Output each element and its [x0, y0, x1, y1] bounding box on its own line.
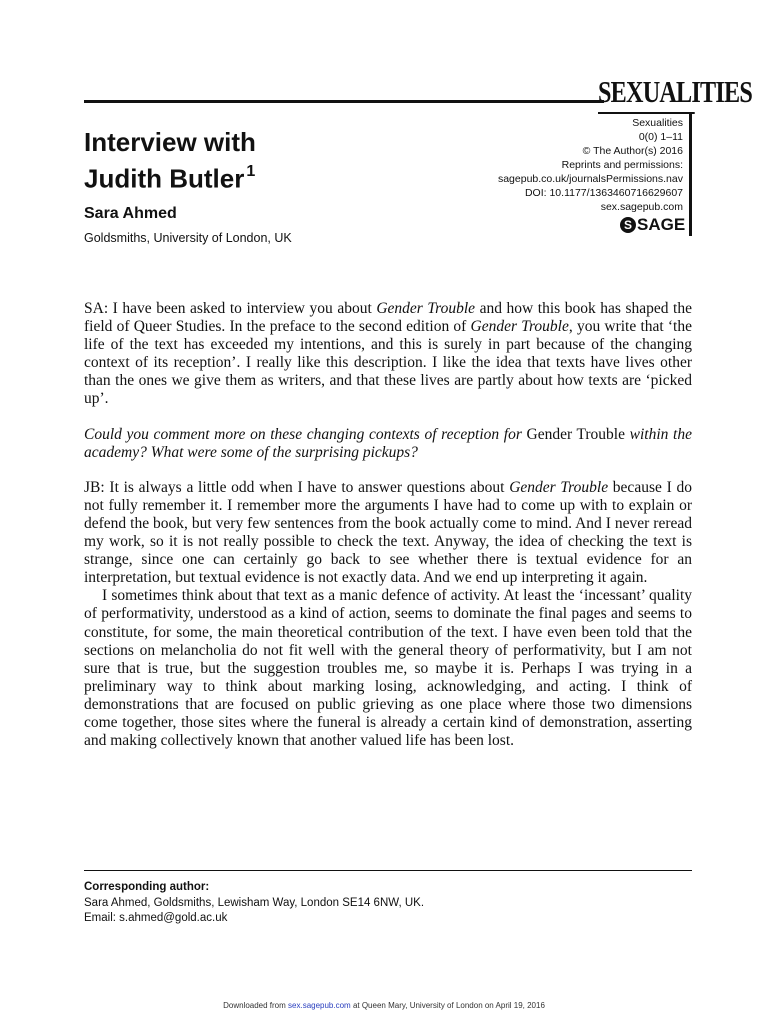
journal-url[interactable]: sex.sagepub.com: [600, 201, 683, 213]
reprints-label: Reprints and permissions:: [561, 159, 683, 171]
corresponding-author-note: [84, 880, 424, 927]
title-line-2: [84, 158, 464, 195]
meta-divider: [689, 114, 692, 236]
p3-book-title: Gender Trouble: [509, 478, 609, 496]
download-notice: [0, 1001, 768, 1010]
download-link[interactable]: sex.sagepub.com: [288, 1001, 351, 1010]
article-title: [84, 126, 464, 195]
doi[interactable]: DOI: 10.1177/1363460716629607: [524, 187, 683, 199]
article-body: [84, 300, 692, 750]
publisher-name: SAGE: [637, 215, 686, 234]
footnote-rule: [84, 870, 692, 871]
journal-logo: SEXUALITIES: [598, 70, 695, 114]
journal-name: Sexualities: [632, 117, 683, 129]
author-name: Sara Ahmed: [84, 205, 177, 222]
author-affiliation: Goldsmiths, University of London, UK: [84, 231, 292, 245]
paragraph-jb-answer: [84, 479, 692, 588]
paragraph-question: [84, 426, 692, 462]
p3-text-a: JB: It is always a little odd when I have to answer questions about: [84, 478, 510, 496]
header-rule: [84, 100, 604, 103]
paragraph-sa-intro: [84, 300, 692, 409]
journal-volume: 0(0) 1–11: [638, 131, 683, 143]
p2-book-title: Gender Trouble: [526, 425, 625, 443]
title-line-2-text: Judith Butler: [84, 163, 245, 194]
p2-text-c: within the academy? What were some of the surprising pickups?: [84, 425, 692, 461]
p1-book-title-2: Gender Trouble: [470, 318, 569, 336]
sage-mark-icon: S: [620, 217, 636, 233]
p3-text-c: because I do not fully remember it. I remember more the arguments I have had to come up with to explain or defend the book, but very few sentences from the book actually come to mind. And I never reread my work, so it is not really possible to check the text. Anyway, the idea of checking the text is strange, since one can certainly go back to see whether there is textual evidence for an interpretation, but textual evidence is not exactly data. And we end up interpreting it again.: [84, 478, 692, 587]
copyright-notice: © The Author(s) 2016: [582, 145, 683, 157]
p2-text-a: Could you comment more on these changing contexts of reception for: [84, 425, 527, 443]
publisher-logo: [620, 214, 685, 236]
footnote-address: Sara Ahmed, Goldsmiths, Lewisham Way, London SE14 6NW, UK.: [84, 896, 425, 909]
paragraph-jb-continued: I sometimes think about that text as a manic defence of activity. At least the ‘incessant’ quality of performativity, understood as a kind of action, seems to dominate the final pages and seems to constitute, for some, the main theoretical contribution of the text. I have even been told that the sections on melancholia do not fit well with the general theory of performativity, but I am not sure that is true, but the suggestion troubles me, so maybe it is. Perhaps I was trying in a preliminary way to think about marking losing, acknowledging, and acting. I think of demonstrations that are focused on public grieving as one place where those two dimensions come together, those sites where the funeral is already a certain kind of demonstration, asserting and making collectively known that another valued life has been lost.: [84, 587, 692, 750]
footnote-email[interactable]: Email: s.ahmed@gold.ac.uk: [84, 912, 228, 924]
title-line-1: Interview with: [84, 127, 256, 157]
download-prefix: Downloaded from: [223, 1001, 289, 1010]
p1-text-e: , you write that ‘the life of the text has exceeded my intentions, and this is surely in part because of the changing context of its reception’. I really like this description. I like the idea that texts have lives other than the ones we give them as writers, and that these lives are partly about how texts are ‘picked up’.: [84, 318, 692, 408]
title-footnote-marker[interactable]: 1: [246, 163, 256, 180]
footnote-label: Corresponding author:: [84, 881, 210, 893]
p1-book-title: Gender Trouble: [376, 300, 476, 317]
reprints-link[interactable]: sagepub.co.uk/journalsPermissions.nav: [497, 173, 683, 185]
download-suffix: at Queen Mary, University of London on April 19, 2016: [350, 1001, 545, 1010]
p1-text-c: and how this book has shaped the field of Queer Studies. In the preface to the second edition of: [84, 300, 692, 336]
p1-text-a: SA: I have been asked to interview you about: [84, 300, 377, 317]
